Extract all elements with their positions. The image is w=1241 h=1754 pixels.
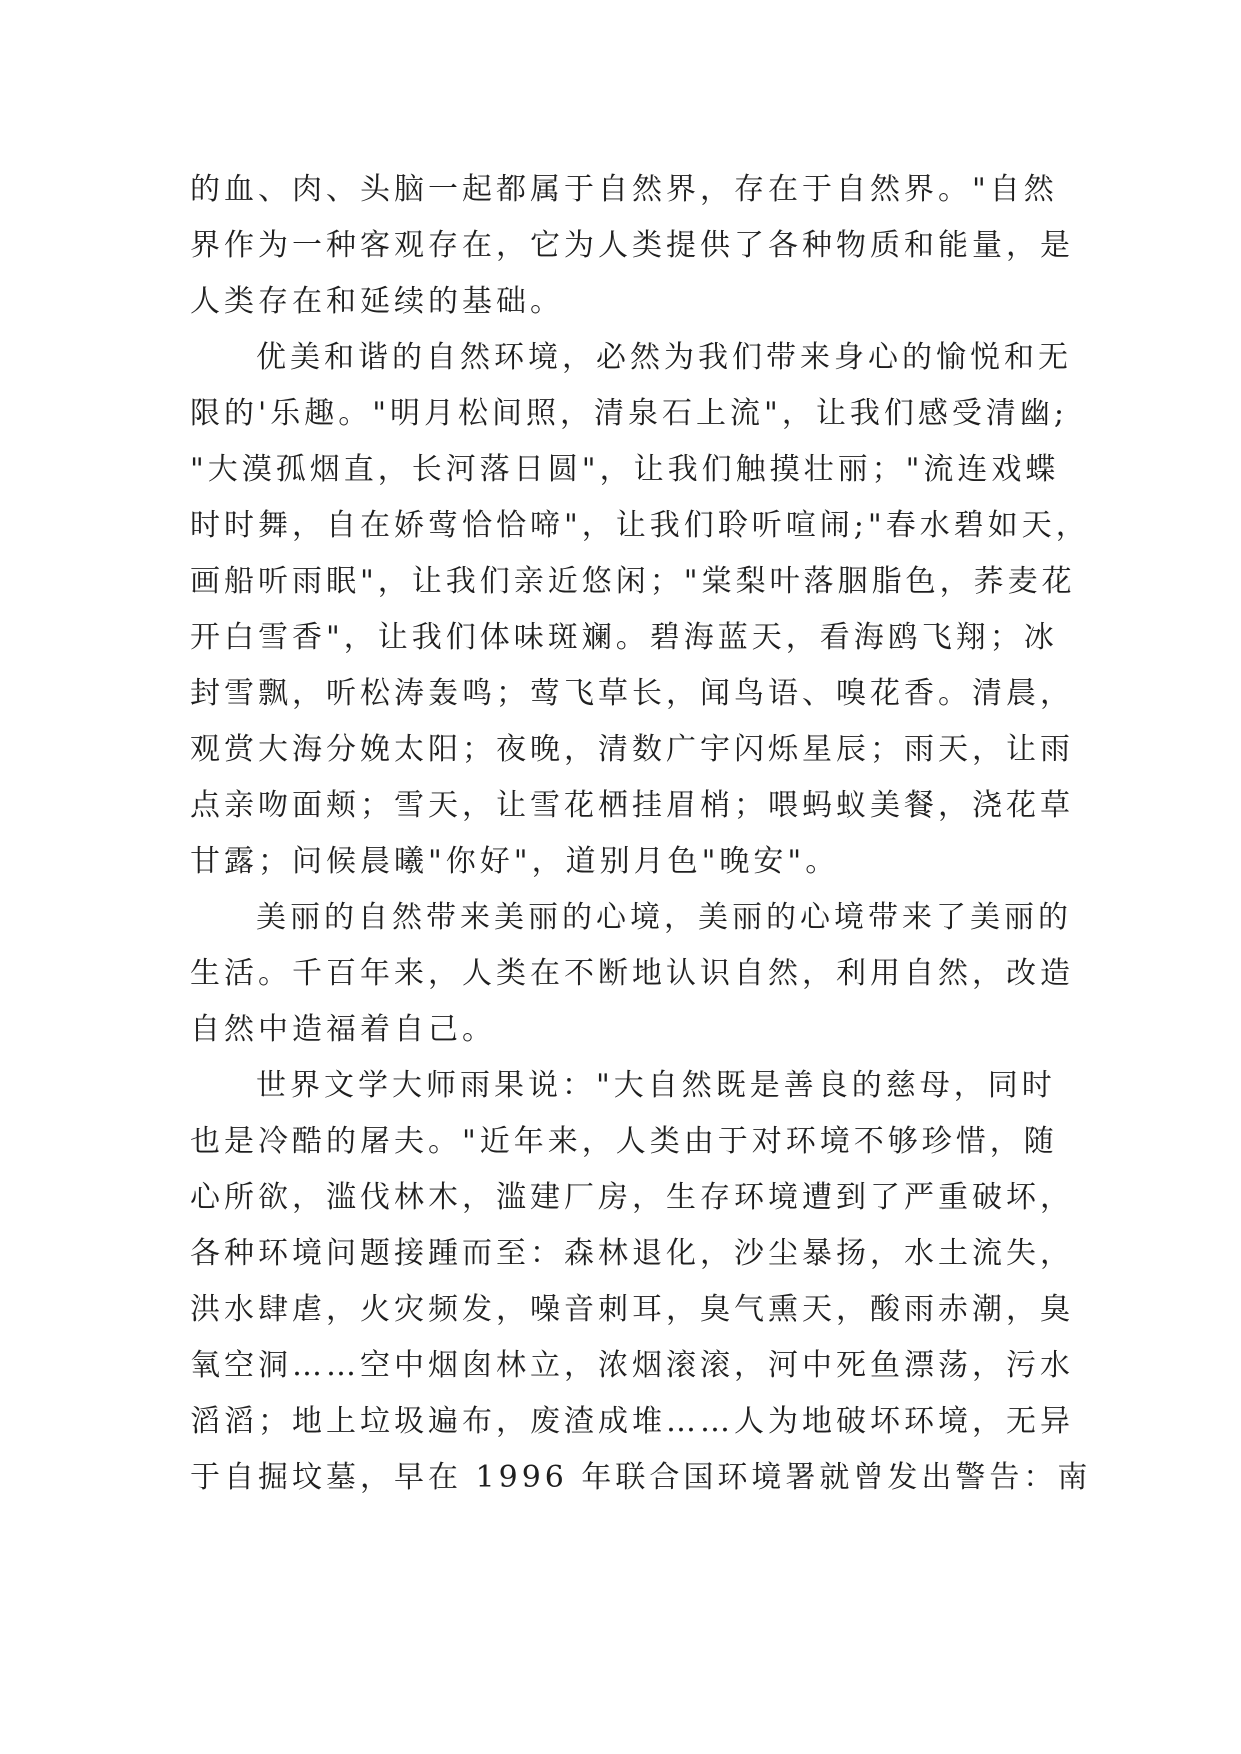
text-line: 滔滔；地上垃圾遍布，废渣成堆……人为地破坏环境，无异: [190, 1404, 1074, 1439]
text-line: 封雪飘，听松涛轰鸣；莺飞草长，闻鸟语、嗅花香。清晨，: [190, 676, 1074, 711]
text-line: 的血、肉、头脑一起都属于自然界，存在于自然界。"自然: [190, 172, 1058, 207]
text-line: 优美和谐的自然环境，必然为我们带来身心的愉悦和无: [256, 340, 1072, 375]
body-text: [190, 162, 1092, 1506]
text-line: 美丽的自然带来美丽的心境，美丽的心境带来了美丽的: [256, 900, 1072, 935]
paragraph-2: [190, 330, 1090, 890]
text-line: 洪水肆虐，火灾频发，噪音刺耳，臭气熏天，酸雨赤潮，臭: [190, 1292, 1074, 1327]
paragraph-3: [190, 890, 1074, 1058]
text-line: 生活。千百年来，人类在不断地认识自然，利用自然，改造: [190, 956, 1074, 991]
text-line: 甘露；问候晨曦"你好"，道别月色"晚安"。: [190, 844, 840, 879]
text-line: 人类存在和延续的基础。: [190, 284, 564, 319]
text-line: 时时舞，自在娇莺恰恰啼"，让我们聆听喧闹;"春水碧如天，: [190, 508, 1090, 543]
text-line: 于自掘坟墓，早在 1996 年联合国环境署就曾发出警告：南: [190, 1460, 1092, 1495]
paragraph-1: [190, 162, 1074, 330]
paragraph-4: [190, 1058, 1092, 1506]
text-line: 世界文学大师雨果说："大自然既是善良的慈母，同时: [256, 1068, 1056, 1103]
text-line: 自然中造福着自己。: [190, 1012, 496, 1047]
text-line: 观赏大海分娩太阳；夜晚，清数广宇闪烁星辰；雨天，让雨: [190, 732, 1074, 767]
text-line: 各种环境问题接踵而至：森林退化，沙尘暴扬，水土流失，: [190, 1236, 1074, 1271]
text-line: 限的'乐趣。"明月松间照，清泉石上流"，让我们感受清幽;: [190, 396, 1068, 431]
text-line: 点亲吻面颊；雪天，让雪花栖挂眉梢；喂蚂蚁美餐，浇花草: [190, 788, 1074, 823]
text-line: 也是冷酷的屠夫。"近年来，人类由于对环境不够珍惜，随: [190, 1124, 1058, 1159]
text-line: 心所欲，滥伐林木，滥建厂房，生存环境遭到了严重破坏，: [190, 1180, 1074, 1215]
text-line: 氧空洞……空中烟囱林立，浓烟滚滚，河中死鱼漂荡，污水: [190, 1348, 1074, 1383]
text-line: 画船听雨眠"，让我们亲近悠闲；"棠梨叶落胭脂色，荞麦花: [190, 564, 1076, 599]
text-line: 界作为一种客观存在，它为人类提供了各种物质和能量，是: [190, 228, 1074, 263]
text-line: 开白雪香"，让我们体味斑斓。碧海蓝天，看海鸥飞翔；冰: [190, 620, 1058, 655]
text-line: "大漠孤烟直，长河落日圆"，让我们触摸壮丽；"流连戏蝶: [190, 452, 1060, 487]
